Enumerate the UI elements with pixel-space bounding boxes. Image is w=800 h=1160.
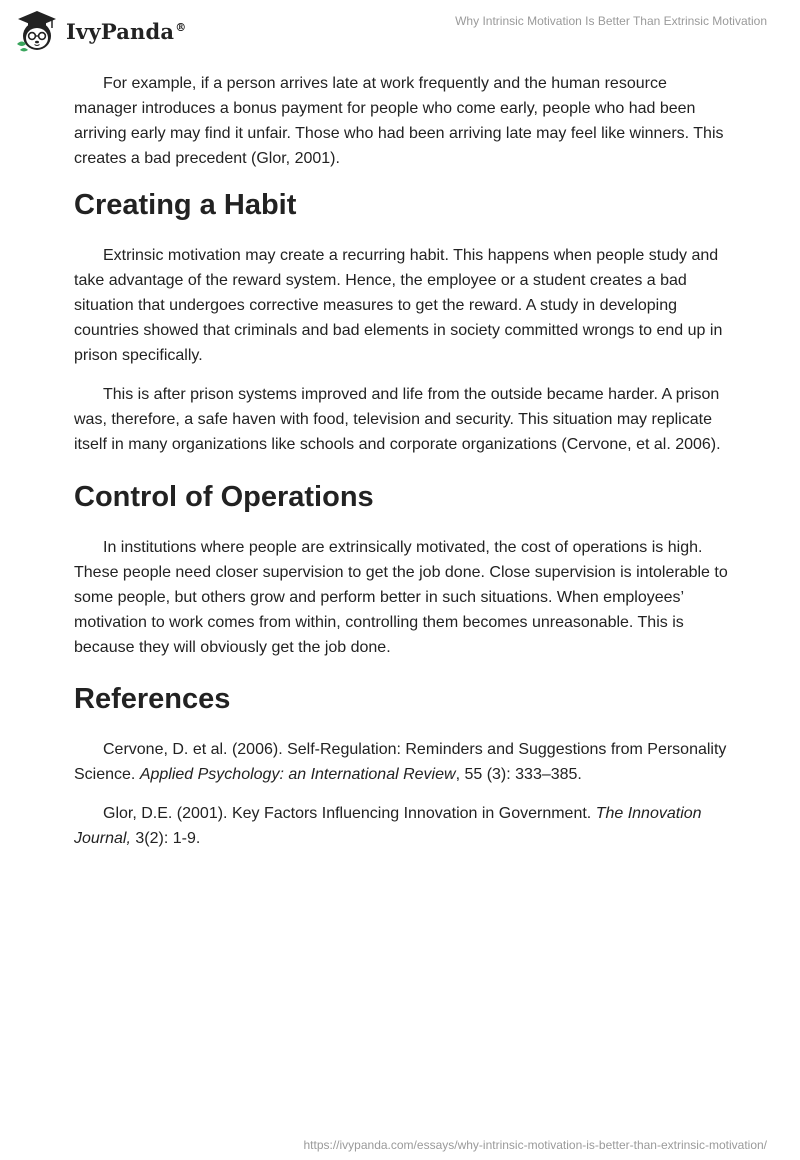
brand-name: IvyPanda®: [66, 18, 187, 44]
registered-mark: ®: [175, 20, 187, 34]
essay-content: [74, 71, 734, 865]
heading-references: References: [74, 683, 231, 715]
paragraph-habit-1: Extrinsic motivation may create a recurring habit. This happens when people study and take advantage of the reward system. Hence, the employee or a student creates a bad situation that undergoes corrective measures to get the reward. A study in developing countries showed that criminals and bad elements in society committed wrongs to end up in prison specifically.: [74, 247, 723, 364]
heading-control-of-operations: Control of Operations: [74, 481, 374, 513]
running-title: Why Intrinsic Motivation Is Better Than Extrinsic Motivation: [455, 14, 767, 28]
source-url-link[interactable]: https://ivypanda.com/essays/why-intrinsic-motivation-is-better-than-extrinsic-motivation/: [303, 1138, 767, 1152]
paragraph-habit-2: This is after prison systems improved and life from the outside became harder. A prison was, therefore, a safe haven with food, television and security. This situation may replicate itself in many organizations like schools and corporate organizations (Cervone, et al. 2006).: [74, 386, 721, 453]
ivypanda-logo[interactable]: [14, 8, 186, 54]
page-header: [0, 0, 800, 60]
reference-item: Cervone, D. et al. (2006). Self-Regulation: Reminders and Suggestions from Personality Science. Applied Psychology: an International Review, 55 (3): 333–385.: [74, 741, 727, 783]
paragraph-intro: For example, if a person arrives late at work frequently and the human resource manager introduces a bonus payment for people who come early, people who had been arriving early may find it unfair. Those who had been arriving late may feel like winners. This creates a bad precedent (Glor, 2001).: [74, 75, 724, 167]
panda-graduate-icon: [14, 8, 60, 54]
paragraph-control: In institutions where people are extrinsically motivated, the cost of operations is high. These people need closer supervision to get the job done. Close supervision is intolerable to some people, but others grow and perform better in such situations. When employees’ motivation to work comes from within, controlling them becomes unreasonable. This is because they will obviously get the job done.: [74, 539, 728, 656]
reference-item: Glor, D.E. (2001). Key Factors Influencing Innovation in Government. The Innovation Journal, 3(2): 1-9.: [74, 805, 702, 847]
heading-creating-a-habit: Creating a Habit: [74, 189, 297, 221]
